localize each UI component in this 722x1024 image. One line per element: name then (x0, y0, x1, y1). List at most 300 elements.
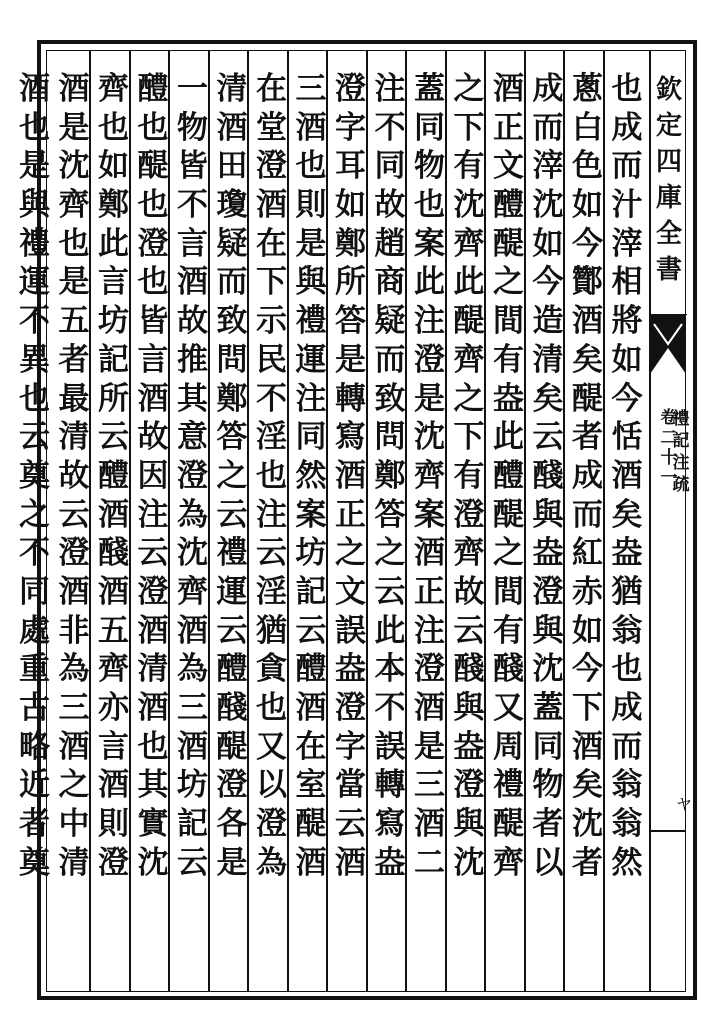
text-column (16, 70, 54, 990)
character: 言 (98, 264, 129, 301)
character: 皆 (137, 303, 169, 340)
character: 將 (611, 303, 643, 340)
character: 間 (493, 573, 524, 610)
character: 意 (177, 419, 208, 456)
character: 記 (98, 341, 129, 378)
character: 記 (672, 431, 690, 451)
character: 然 (295, 457, 327, 494)
character: 成 (611, 109, 643, 146)
character: 盎 (611, 535, 643, 572)
character: 酒 (256, 187, 287, 224)
character: 十 (660, 448, 678, 468)
character: 庫 (655, 183, 682, 213)
character: 酒 (335, 457, 366, 494)
character: 正 (493, 109, 524, 146)
character: 奠 (19, 457, 50, 494)
character: 也 (58, 225, 90, 262)
character: 澄 (137, 573, 169, 610)
character: 汁 (611, 187, 643, 224)
text-column (55, 70, 93, 990)
character: 欽 (655, 75, 682, 105)
character: 齊 (58, 187, 90, 224)
character: 澄 (532, 573, 564, 610)
character: 如 (572, 612, 603, 649)
character: 異 (19, 341, 50, 378)
character: 酒 (58, 728, 90, 765)
character: 字 (335, 109, 366, 146)
character: 此 (374, 612, 406, 649)
character: 如 (335, 187, 366, 224)
character: 成 (572, 457, 603, 494)
character: 酒 (335, 844, 366, 881)
character: 而 (572, 496, 603, 533)
character: 酒 (414, 690, 445, 726)
character: 醆 (493, 651, 524, 688)
character: 下 (572, 690, 603, 726)
character: 為 (58, 651, 90, 688)
character: 也 (611, 71, 643, 107)
character: 為 (177, 651, 208, 688)
character: 翁 (611, 767, 643, 804)
character: 不 (256, 380, 287, 417)
character: 如 (611, 341, 643, 378)
text-column (608, 70, 646, 990)
character: 如 (572, 187, 603, 224)
character: 沈 (137, 844, 169, 881)
character: 澄 (414, 341, 445, 378)
character: 有 (493, 341, 524, 378)
character: 造 (532, 303, 564, 340)
character: 沈 (177, 535, 208, 572)
character: 酒 (137, 690, 169, 726)
character: 也 (137, 109, 169, 146)
character: 澄 (335, 690, 366, 726)
character: 此 (414, 264, 445, 301)
character: 澄 (137, 225, 169, 262)
character: 文 (493, 148, 524, 185)
character: 與 (453, 690, 485, 726)
character: 所 (335, 264, 366, 301)
character: 酒 (295, 844, 327, 881)
text-column (174, 70, 212, 990)
character: 文 (335, 573, 366, 610)
character: 也 (137, 264, 169, 301)
character: 為 (256, 844, 287, 881)
character: 酒 (177, 612, 208, 649)
character: 其 (177, 380, 208, 417)
character: 一 (177, 71, 208, 107)
character: 全 (655, 219, 682, 249)
character: 略 (19, 728, 50, 765)
character: 清 (216, 71, 248, 107)
character: 而 (532, 109, 564, 146)
character: 問 (216, 341, 248, 378)
character: 沈 (453, 844, 485, 881)
character: 酒 (177, 728, 208, 765)
character: 也 (137, 187, 169, 224)
character: 澄 (98, 844, 129, 881)
character: 今 (532, 264, 564, 301)
character: 而 (611, 728, 643, 765)
character: 又 (493, 690, 524, 726)
character: 云 (137, 535, 169, 572)
character: 運 (295, 341, 327, 378)
character: 成 (532, 71, 564, 107)
character: 三 (177, 690, 208, 726)
character: 之 (58, 767, 90, 804)
character: 其 (137, 767, 169, 804)
character: 又 (256, 728, 287, 765)
character: 猶 (611, 573, 643, 610)
character: 齊 (493, 844, 524, 881)
character: 齊 (414, 457, 445, 494)
character: 案 (414, 225, 445, 262)
character: 堂 (256, 109, 287, 146)
character: 醴 (493, 187, 524, 224)
character: 定 (655, 111, 682, 141)
character: 正 (414, 573, 445, 610)
character: 醴 (295, 651, 327, 688)
character: 酒 (98, 496, 129, 533)
character: 酇 (572, 264, 603, 301)
character: 則 (98, 806, 129, 843)
character: 滓 (611, 225, 643, 262)
character: 清 (532, 341, 564, 378)
character: 與 (295, 264, 327, 301)
character: 周 (493, 728, 524, 765)
character: 盎 (335, 651, 366, 688)
character: 物 (177, 109, 208, 146)
character: 商 (374, 264, 406, 301)
character: 案 (295, 496, 327, 533)
character: 矣 (611, 496, 643, 533)
character: 相 (611, 264, 643, 301)
character: 是 (295, 225, 327, 262)
character: 趙 (374, 225, 406, 262)
character: 者 (19, 806, 50, 843)
character: 酒 (295, 109, 327, 146)
character: 禮 (672, 409, 690, 429)
character: 三 (295, 71, 327, 107)
character: 有 (453, 148, 485, 185)
character: 澄 (177, 457, 208, 494)
character: 故 (137, 419, 169, 456)
character: 各 (216, 806, 248, 843)
character: 同 (295, 419, 327, 456)
character: 以 (532, 844, 564, 881)
character: 酒 (493, 71, 524, 107)
character: 也 (256, 457, 287, 494)
character: 奠 (19, 844, 50, 881)
margin-rule (650, 830, 686, 832)
character: 禮 (493, 767, 524, 804)
character: 此 (453, 264, 485, 301)
character: 醴 (137, 71, 169, 107)
character: 寫 (335, 419, 366, 456)
character: 非 (58, 612, 90, 649)
character: 誤 (374, 728, 406, 765)
character: 也 (98, 109, 129, 146)
character: 澄 (414, 651, 445, 688)
fish-tail-ornament (650, 314, 686, 374)
character: 澄 (216, 767, 248, 804)
character: 之 (453, 71, 485, 107)
character: 坊 (295, 535, 327, 572)
character: 二 (660, 428, 678, 448)
character: 云 (98, 419, 129, 456)
character: 記 (177, 806, 208, 843)
character: 云 (58, 496, 90, 533)
character: 今 (611, 380, 643, 417)
character: 醍 (493, 225, 524, 262)
character: 疏 (672, 475, 690, 495)
character: 同 (19, 573, 50, 610)
character: 之 (493, 264, 524, 301)
character: 之 (493, 535, 524, 572)
character: 五 (98, 612, 129, 649)
character: 故 (374, 187, 406, 224)
character: 此 (493, 419, 524, 456)
character: 而 (216, 264, 248, 301)
character: 成 (611, 690, 643, 726)
character: 也 (256, 690, 287, 726)
text-column (569, 70, 607, 990)
character: 為 (177, 496, 208, 533)
character: 轉 (374, 767, 406, 804)
character: 中 (58, 806, 90, 843)
character: 致 (374, 380, 406, 417)
character: 澄 (335, 71, 366, 107)
character: 矣 (572, 341, 603, 378)
character: 蔥 (572, 71, 603, 107)
character: 之 (335, 535, 366, 572)
character: 醍 (295, 806, 327, 843)
character: 有 (493, 612, 524, 649)
character: 澄 (256, 806, 287, 843)
character: 古 (19, 690, 50, 726)
character: 言 (177, 225, 208, 262)
character: 在 (256, 225, 287, 262)
character: 不 (374, 109, 406, 146)
character: 鄭 (374, 457, 406, 494)
character: 澄 (256, 148, 287, 185)
character: 云 (216, 496, 248, 533)
character: 滓 (532, 148, 564, 185)
character: 醆 (453, 651, 485, 688)
character: 醍 (137, 148, 169, 185)
character: 齊 (177, 573, 208, 610)
character: 運 (216, 573, 248, 610)
character: 猶 (256, 612, 287, 649)
character: 沈 (453, 187, 485, 224)
text-column (371, 70, 409, 990)
character: 二 (414, 844, 445, 881)
character: 沈 (58, 148, 90, 185)
character: 坊 (98, 303, 129, 340)
character: 酒 (137, 380, 169, 417)
character: 疑 (216, 225, 248, 262)
character: 云 (177, 844, 208, 881)
character: 同 (374, 148, 406, 185)
character: 也 (19, 109, 50, 146)
character: 酒 (611, 457, 643, 494)
character: 五 (58, 303, 90, 340)
character: 是 (216, 844, 248, 881)
character: 醍 (453, 303, 485, 340)
character: 致 (216, 303, 248, 340)
character: 澄 (58, 535, 90, 572)
character: 酒 (414, 535, 445, 572)
character: 鄭 (335, 225, 366, 262)
character: 醍 (216, 728, 248, 765)
character: 有 (453, 457, 485, 494)
character: 者 (58, 341, 90, 378)
character: 耳 (335, 148, 366, 185)
character: 酒 (98, 767, 129, 804)
text-column (450, 70, 488, 990)
text-column (292, 70, 330, 990)
character: 鄭 (216, 380, 248, 417)
character: 酒 (216, 109, 248, 146)
character: 云 (453, 612, 485, 649)
character: 沈 (414, 419, 445, 456)
character: 醴 (98, 457, 129, 494)
character: 誤 (335, 612, 366, 649)
character: 澄 (453, 767, 485, 804)
character: 也 (414, 187, 445, 224)
volume-label (656, 408, 682, 488)
character: 重 (19, 651, 50, 688)
character: 與 (19, 187, 50, 224)
character: 注 (374, 71, 406, 107)
character: 淫 (256, 419, 287, 456)
character: 故 (177, 303, 208, 340)
character: 瓊 (216, 187, 248, 224)
character: 醆 (98, 535, 129, 572)
character: 運 (19, 264, 50, 301)
character: 三 (414, 767, 445, 804)
character: 禮 (216, 535, 248, 572)
character: 矣 (532, 380, 564, 417)
character: 而 (374, 341, 406, 378)
character: 齊 (453, 535, 485, 572)
character: 也 (137, 728, 169, 765)
character: 清 (58, 844, 90, 881)
character: 卷 (660, 408, 678, 428)
character: 是 (58, 264, 90, 301)
character: 白 (572, 109, 603, 146)
character: 注 (672, 453, 690, 473)
character: 物 (532, 767, 564, 804)
character: 推 (177, 341, 208, 378)
character: 注 (414, 303, 445, 340)
character: 云 (19, 419, 50, 456)
character: 物 (414, 148, 445, 185)
character: 疑 (374, 303, 406, 340)
character: 是 (414, 728, 445, 765)
character: 酒 (98, 573, 129, 610)
character: 室 (295, 767, 327, 804)
character: 案 (414, 496, 445, 533)
character: 亦 (98, 690, 129, 726)
character: 齊 (98, 651, 129, 688)
character: 云 (256, 535, 287, 572)
character: 酒 (414, 806, 445, 843)
character: 齊 (453, 225, 485, 262)
character: 酒 (295, 690, 327, 726)
character: 答 (216, 419, 248, 456)
character: 酒 (58, 573, 90, 610)
character: 示 (256, 303, 287, 340)
character: 之 (453, 380, 485, 417)
character: 云 (335, 806, 366, 843)
page-number: ヤ (676, 795, 693, 814)
character: 轉 (335, 380, 366, 417)
text-column (332, 70, 370, 990)
text-column (490, 70, 528, 990)
character: 坊 (177, 767, 208, 804)
character: 也 (295, 148, 327, 185)
character: 淫 (256, 573, 287, 610)
character: 禮 (19, 225, 50, 262)
character: 三 (58, 690, 90, 726)
character: 沈 (532, 187, 564, 224)
character: 矣 (572, 767, 603, 804)
character: 醆 (532, 457, 564, 494)
character: 則 (295, 187, 327, 224)
character: 下 (256, 264, 287, 301)
character: 同 (414, 109, 445, 146)
character: 之 (19, 496, 50, 533)
character: 翁 (611, 612, 643, 649)
character: 是 (335, 341, 366, 378)
character: 蓋 (414, 71, 445, 107)
character: 然 (611, 844, 643, 881)
character: 書 (655, 255, 682, 285)
character: 鄭 (98, 187, 129, 224)
character: 酒 (572, 728, 603, 765)
text-column (213, 70, 251, 990)
text-column (529, 70, 567, 990)
character: 也 (19, 380, 50, 417)
character: 四 (655, 147, 682, 177)
character: 田 (216, 148, 248, 185)
character: 酒 (137, 612, 169, 649)
character: 今 (572, 651, 603, 688)
character: 是 (414, 380, 445, 417)
character: 一 (660, 468, 678, 488)
character: 因 (137, 457, 169, 494)
character: 不 (19, 535, 50, 572)
character: 沈 (532, 651, 564, 688)
character: 酒 (572, 303, 603, 340)
character: 與 (453, 806, 485, 843)
character: 在 (295, 728, 327, 765)
character: 同 (532, 728, 564, 765)
character: 云 (295, 612, 327, 649)
character: 赤 (572, 573, 603, 610)
character: 齊 (453, 341, 485, 378)
character: 者 (572, 419, 603, 456)
character: 之 (374, 535, 406, 572)
character: 以 (256, 767, 287, 804)
character: 盎 (374, 844, 406, 881)
series-title (652, 72, 686, 288)
text-column (253, 70, 291, 990)
character: 最 (58, 380, 90, 417)
character: 所 (98, 380, 129, 417)
character: 醍 (493, 806, 524, 843)
